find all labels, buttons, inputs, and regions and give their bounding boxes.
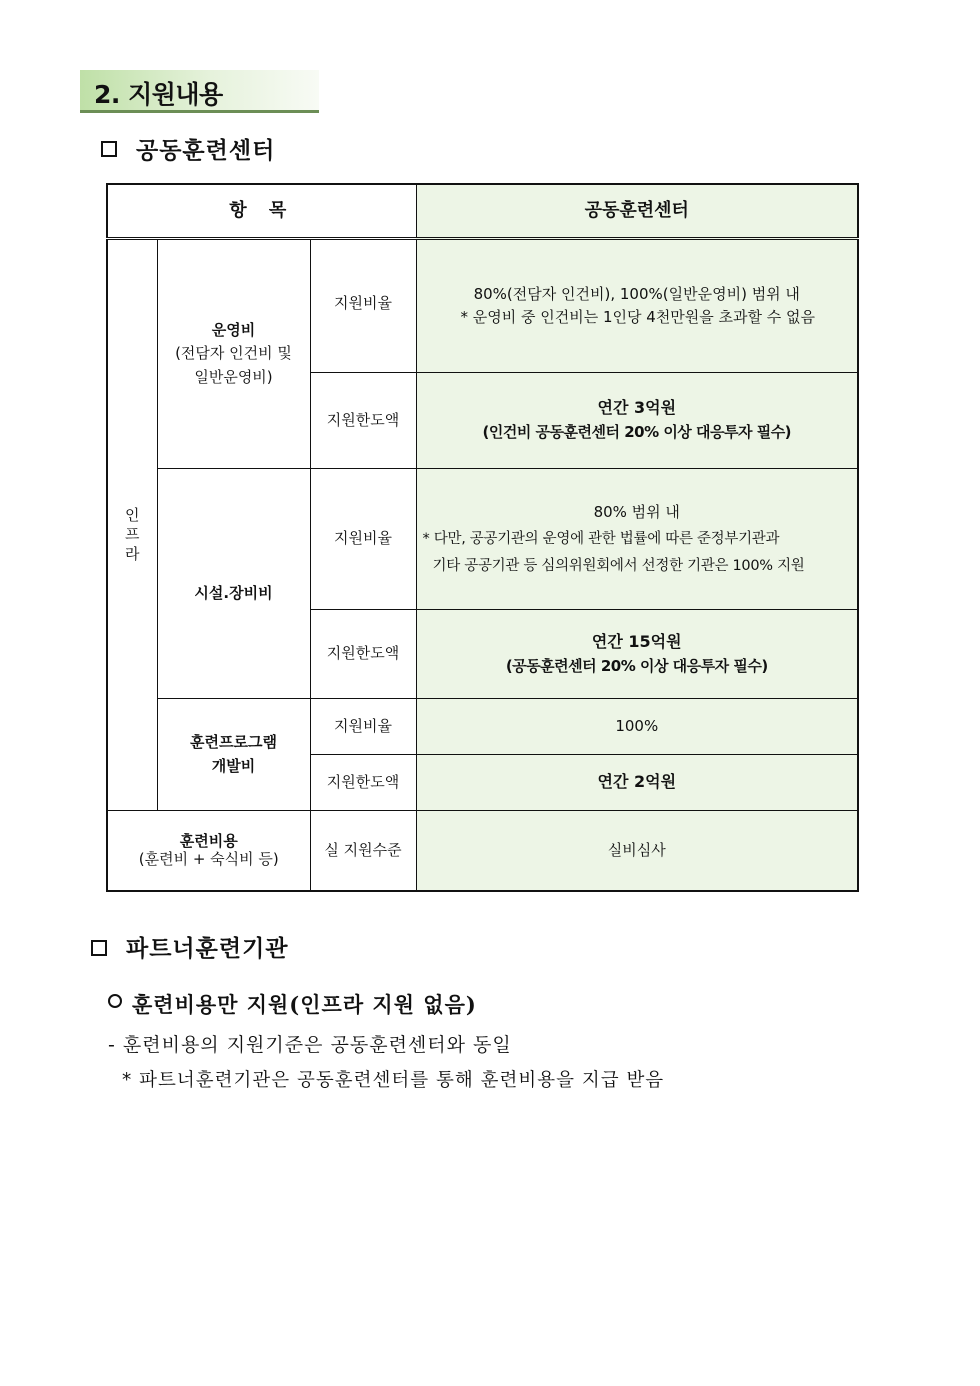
partner-line-1: - 훈련비용의 지원기준은 공동훈련센터와 동일 xyxy=(108,1034,512,1056)
equipment-cost-label: 시설.장비비 xyxy=(157,469,310,699)
header-item: 항 목 xyxy=(107,184,416,239)
circle-bullet-icon xyxy=(108,994,122,1008)
rate-label: 지원비율 xyxy=(310,239,416,373)
rate-label: 지원비율 xyxy=(310,699,416,755)
subsection-title-partner: 파트너훈련기관 xyxy=(126,935,289,962)
header-center: 공동훈련센터 xyxy=(416,184,858,239)
program-rate-value: 100% xyxy=(416,699,858,755)
table-header-row xyxy=(107,184,858,239)
support-level-label: 실 지원수준 xyxy=(310,811,416,891)
rate-label: 지원비율 xyxy=(310,469,416,610)
support-level-value: 실비심사 xyxy=(416,811,858,891)
partner-line-2: * 파트너훈련기관은 공동훈련센터를 통해 훈련비용을 지급 받음 xyxy=(122,1070,665,1091)
table-row xyxy=(107,469,858,610)
partner-bullet-title: 훈련비용만 지원(인프라 지원 없음) xyxy=(132,992,477,1017)
table-row xyxy=(107,811,858,891)
section-title-banner xyxy=(80,70,319,113)
equipment-limit-value: 연간 15억원 (공동훈련센터 20% 이상 대응투자 필수) xyxy=(416,610,858,699)
program-cost-label: 훈련프로그램 개발비 xyxy=(157,699,310,811)
infra-label: 인 프 라 xyxy=(107,239,157,811)
limit-label: 지원한도액 xyxy=(310,373,416,469)
limit-label: 지원한도액 xyxy=(310,755,416,811)
operating-limit-value: 연간 3억원 (인건비 공동훈련센터 20% 이상 대응투자 필수) xyxy=(416,373,858,469)
checkbox-icon xyxy=(91,940,107,956)
limit-label: 지원한도액 xyxy=(310,610,416,699)
equipment-rate-value: 80% 범위 내 * 다만, 공공기관의 운영에 관한 법률에 따른 준정부기관과 기타 공공기관 등 심의위원회에서 선정한 기관은 100% 지원 xyxy=(416,469,858,610)
checkbox-icon xyxy=(101,141,117,157)
subsection-title-center: 공동훈련센터 xyxy=(136,137,276,164)
support-table xyxy=(106,183,859,892)
table-row xyxy=(107,699,858,755)
section-title: 2. 지원내용 xyxy=(94,80,223,109)
operating-rate-value: 80%(전담자 인건비), 100%(일반운영비) 범위 내 * 운영비 중 인건비는 1인당 4천만원을 초과할 수 없음 xyxy=(416,239,858,373)
operating-cost-label: 운영비 (전담자 인건비 및 일반운영비) xyxy=(157,239,310,469)
training-cost-label: 훈련비용 (훈련비 + 숙식비 등) xyxy=(107,811,310,891)
table-row xyxy=(107,239,858,373)
program-limit-value: 연간 2억원 xyxy=(416,755,858,811)
